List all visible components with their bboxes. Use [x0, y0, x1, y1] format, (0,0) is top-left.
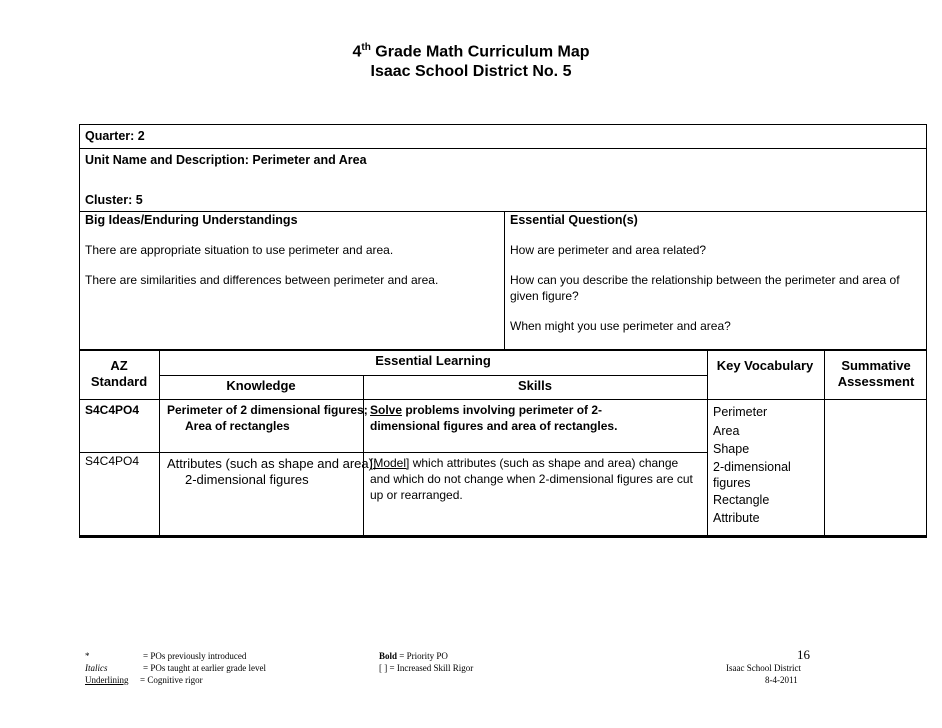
- row1-standard: S4C4PO4: [85, 403, 140, 417]
- big-idea-2: There are similarities and differences between perimeter and area.: [85, 273, 439, 287]
- divider-skills: [707, 349, 708, 538]
- divider-big-ideas: [504, 211, 505, 349]
- row2-standard: S4C4PO4: [85, 454, 140, 468]
- vocab-item: Attribute: [713, 511, 760, 525]
- quarter-label: Quarter: 2: [85, 129, 145, 143]
- rule-header: [79, 399, 927, 400]
- legend-brackets: [ ] = Increased Skill Rigor: [379, 663, 474, 673]
- vocab-item: 2-dimensional figures: [713, 459, 791, 490]
- summative-assessment-header: Summative Assessment: [837, 358, 915, 389]
- cluster-label: Cluster: 5: [85, 193, 143, 207]
- knowledge-header: Knowledge: [226, 378, 296, 393]
- vocab-item: Perimeter: [713, 405, 768, 419]
- row1-knowledge: Perimeter of 2 dimensional figures; Area of rectangles: [167, 403, 368, 433]
- rule-row1: [79, 452, 707, 453]
- footer-date: 8-4-2011: [765, 675, 798, 685]
- legend-desc-underlining: = Cognitive rigor: [140, 675, 203, 685]
- row2-knowledge: Attributes (such as shape and area); 2-dimensional figures: [167, 456, 377, 487]
- rule-big-ideas: [79, 349, 927, 351]
- divider-vocabulary: [824, 349, 825, 538]
- big-ideas-heading: Big Ideas/Enduring Understandings: [85, 213, 298, 227]
- essential-question-3: When might you use perimeter and area?: [510, 319, 731, 333]
- legend-desc-asterisk: = POs previously introduced: [143, 651, 247, 661]
- essential-question-2: How can you describe the relationship between the perimeter and area of given figure?: [510, 273, 900, 303]
- vocab-item: Area: [713, 423, 740, 438]
- legend-symbol-underlining: Underlining: [85, 675, 129, 685]
- district-title: Isaac School District No. 5: [370, 63, 572, 80]
- vocab-item: Rectangle: [713, 492, 770, 507]
- az-standard-header: AZ Standard: [90, 358, 148, 389]
- legend-symbol-asterisk: *: [85, 651, 90, 661]
- document-title: 4th Grade Math Curriculum Map: [352, 42, 590, 61]
- unit-label: Unit Name and Description: Perimeter and Area: [85, 153, 367, 167]
- vocabulary-list: [713, 403, 821, 528]
- big-idea-1: There are appropriate situation to use perimeter and area.: [85, 243, 394, 257]
- rule-top: [79, 124, 927, 125]
- footer-district: Isaac School District: [726, 663, 801, 673]
- legend-bold: Bold = Priority PO: [379, 651, 448, 661]
- vocab-item: Shape: [713, 442, 750, 456]
- rule-essential-learning: [159, 375, 707, 376]
- legend-symbol-italics: Italics: [85, 663, 108, 673]
- skills-header: Skills: [518, 378, 552, 393]
- row1-skill: Solve problems involving perimeter of 2-dimensional figures and area of rectangles.: [370, 403, 618, 433]
- key-vocabulary-header: Key Vocabulary: [716, 358, 814, 373]
- essential-question-1: How are perimeter and area related?: [510, 243, 707, 257]
- essential-questions-heading: Essential Question(s): [510, 213, 638, 227]
- rule-quarter: [79, 148, 927, 149]
- legend-desc-italics: = POs taught at earlier grade level: [143, 663, 267, 673]
- page-number: 16: [797, 647, 810, 662]
- row2-skill: [Model] which attributes (such as shape and area) change and which do not change when 2-dimensional figures are cut up or rearranged.: [370, 456, 693, 502]
- essential-learning-header: Essential Learning: [375, 353, 491, 368]
